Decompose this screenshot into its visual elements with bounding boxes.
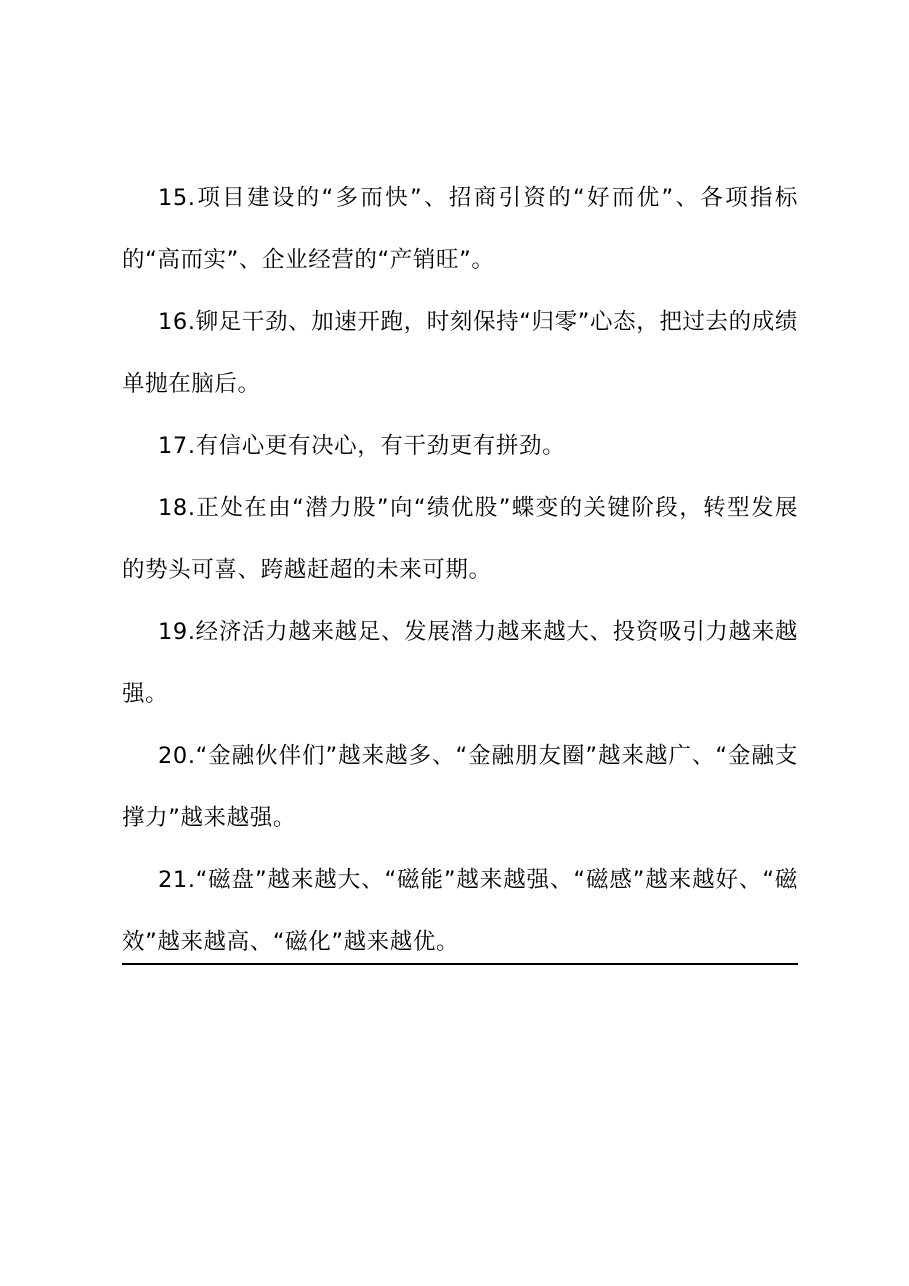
bottom-divider — [122, 963, 798, 965]
paragraph-17: 17.有信心更有决心，有干劲更有拼劲。 — [158, 433, 566, 459]
paragraph-20: 20.“金融伙伴们”越来越多、“金融朋友圈”越来越广、“金融支撑力”越来越强。 — [122, 743, 798, 831]
paragraph-15: 15.项目建设的“多而快”、招商引资的“好而优”、各项指标的“高而实”、企业经营的“产销旺”。 — [122, 185, 798, 273]
paragraph-16: 16.铆足干劲、加速开跑，时刻保持“归零”心态，把过去的成绩单抛在脑后。 — [122, 309, 798, 397]
paragraph-18: 18.正处在由“潜力股”向“绩优股”蝶变的关键阶段，转型发展的势头可喜、跨越赶超的未来可期。 — [122, 495, 798, 583]
paragraph-21: 21.“磁盘”越来越大、“磁能”越来越强、“磁感”越来越好、“磁效”越来越高、“磁化”越来越优。 — [122, 867, 798, 955]
document-body — [122, 167, 798, 973]
paragraph-19: 19.经济活力越来越足、发展潜力越来越大、投资吸引力越来越强。 — [122, 619, 798, 707]
